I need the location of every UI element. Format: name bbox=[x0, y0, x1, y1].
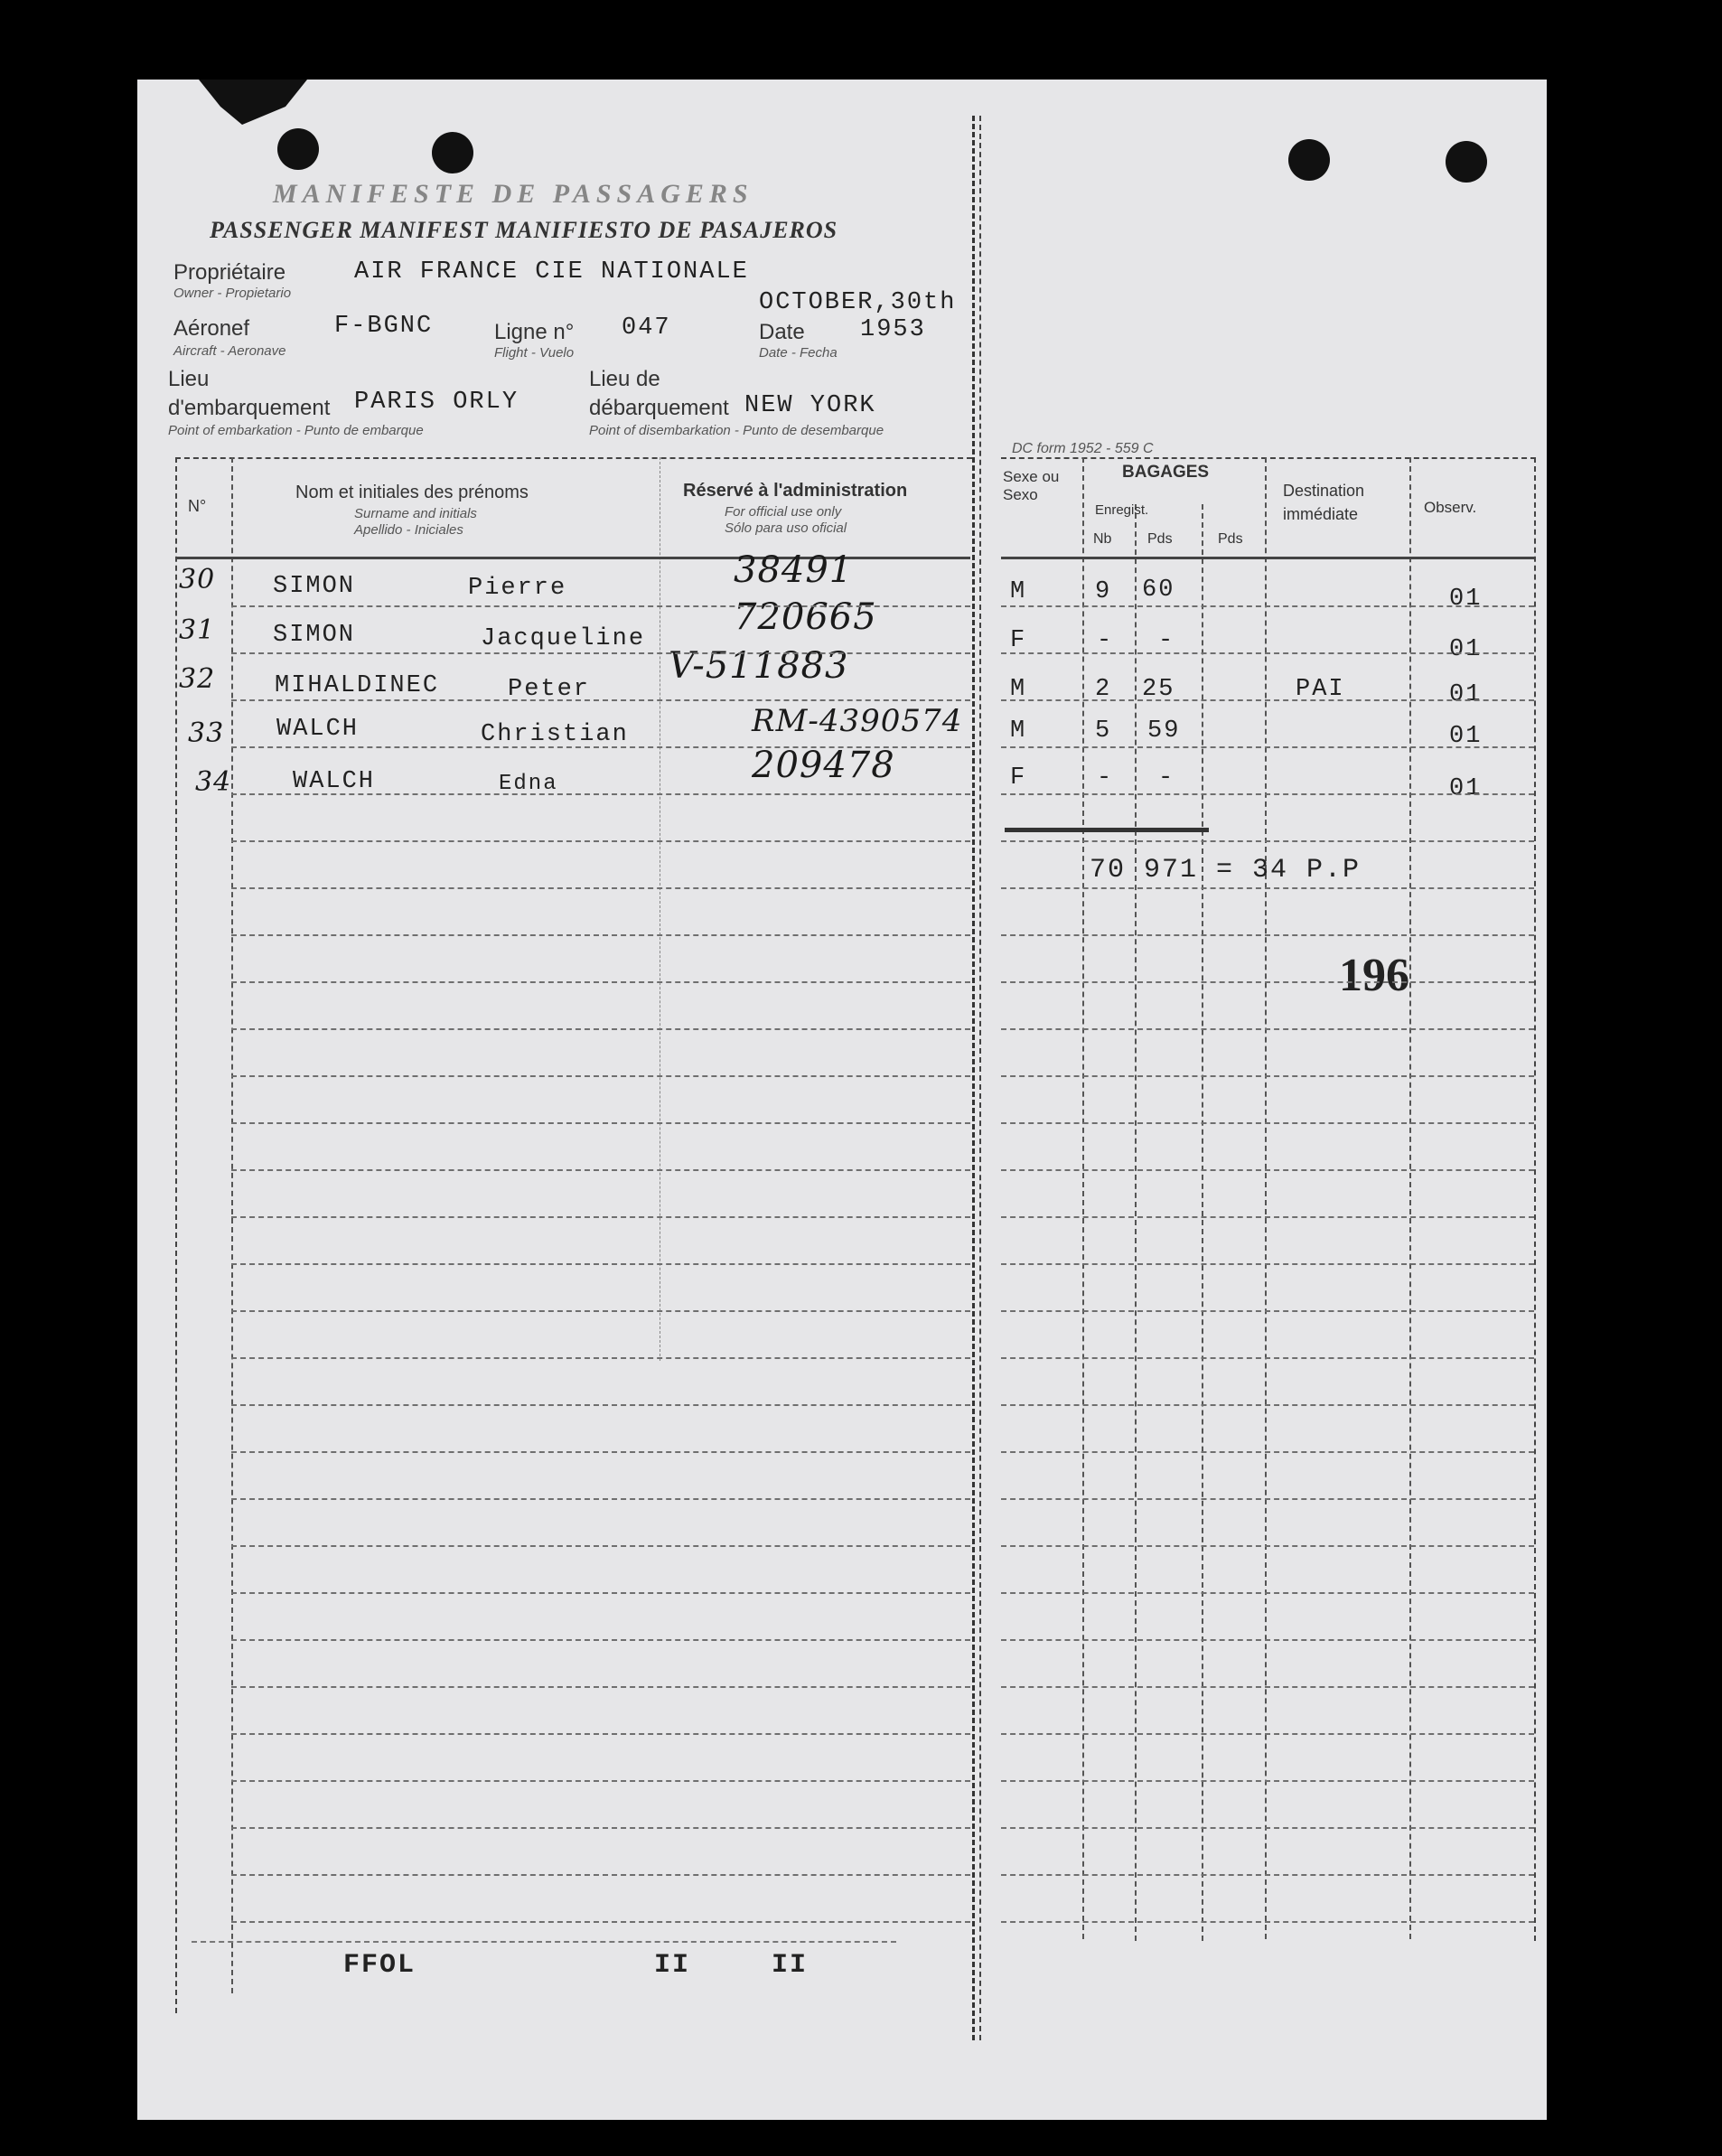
admin-note: RM-4390574 bbox=[752, 703, 963, 739]
bag-count: 5 bbox=[1095, 717, 1112, 745]
passenger-surname: WALCH bbox=[276, 716, 360, 743]
center-divider-2 bbox=[979, 116, 981, 2040]
center-divider bbox=[972, 116, 975, 2040]
owner-label: Propriétaire bbox=[173, 260, 286, 285]
embark-label-1: Lieu bbox=[168, 367, 210, 391]
bag-weight: 59 bbox=[1147, 717, 1181, 745]
destination-value: PAI bbox=[1296, 676, 1345, 703]
manifest-page bbox=[137, 80, 1547, 2120]
bag-count: - bbox=[1097, 764, 1114, 792]
right-table-frame bbox=[1001, 457, 1536, 1941]
ruled-line bbox=[1001, 746, 1534, 748]
bag-count: 9 bbox=[1095, 578, 1112, 605]
ruled-line bbox=[1001, 1169, 1534, 1171]
header-nb: Nb bbox=[1093, 531, 1112, 547]
ruled-line bbox=[1001, 1216, 1534, 1218]
page-stamp: 196 bbox=[1339, 950, 1409, 1001]
admin-note: V-511883 bbox=[669, 645, 849, 687]
punch-hole bbox=[277, 128, 319, 170]
admin-note: 720665 bbox=[734, 596, 877, 638]
passenger-first-name: Christian bbox=[481, 721, 629, 748]
embark-sub: Point of embarkation - Punto de embarque bbox=[168, 423, 424, 438]
header-destination: Destination immédiate bbox=[1283, 482, 1365, 523]
ink-smudge bbox=[199, 80, 307, 125]
ruled-line bbox=[1001, 605, 1534, 607]
bag-weight: - bbox=[1158, 627, 1175, 654]
ruled-line bbox=[231, 1216, 970, 1218]
date-sub: Date - Fecha bbox=[759, 345, 838, 361]
form-code: DC form 1952 - 559 C bbox=[1012, 441, 1154, 456]
ruled-line bbox=[1001, 1545, 1534, 1547]
row-number: 31 bbox=[179, 614, 216, 646]
disembark-label-2: débarquement bbox=[589, 396, 729, 420]
ruled-line bbox=[1001, 1921, 1534, 1923]
ruled-line bbox=[231, 934, 970, 936]
passenger-surname: WALCH bbox=[293, 768, 376, 795]
ruled-line bbox=[1001, 1827, 1534, 1829]
header-pds: Pds bbox=[1147, 531, 1173, 547]
ruled-line bbox=[231, 746, 970, 748]
ruled-line bbox=[231, 1592, 970, 1594]
ruled-line bbox=[231, 887, 970, 889]
header-observations: Observ. bbox=[1424, 499, 1477, 516]
observation-value: 01 bbox=[1449, 636, 1483, 663]
passenger-surname: SIMON bbox=[273, 622, 356, 649]
observation-value: 01 bbox=[1449, 681, 1483, 708]
bag-weight: 60 bbox=[1142, 576, 1175, 604]
ruled-line bbox=[1001, 1639, 1534, 1641]
aircraft-sub: Aircraft - Aeronave bbox=[173, 343, 286, 359]
header-admin: Réservé à l'administration bbox=[683, 481, 908, 501]
flight-label: Ligne n° bbox=[494, 320, 575, 344]
header-name-sub2: Apellido - Iniciales bbox=[354, 522, 463, 538]
ruled-line bbox=[231, 981, 970, 983]
ruled-line bbox=[1001, 1733, 1534, 1735]
sex-value: M bbox=[1010, 717, 1027, 745]
ruled-line bbox=[231, 1639, 970, 1641]
ruled-line bbox=[231, 1169, 970, 1171]
passenger-first-name: Pierre bbox=[468, 575, 567, 602]
embark-value: PARIS ORLY bbox=[354, 389, 519, 416]
ruled-line bbox=[231, 1874, 970, 1876]
ruled-line bbox=[1001, 1780, 1534, 1782]
bag-count: - bbox=[1097, 627, 1114, 654]
footer-sheet-no: II bbox=[654, 1950, 691, 1981]
ruled-line bbox=[231, 699, 970, 701]
disembark-value: NEW YORK bbox=[744, 392, 876, 419]
ruled-line bbox=[231, 1780, 970, 1782]
aircraft-value: F-BGNC bbox=[334, 313, 434, 340]
row-number: 34 bbox=[195, 766, 232, 798]
ruled-line bbox=[231, 1357, 970, 1359]
embark-label-2: d'embarquement bbox=[168, 396, 331, 420]
header-baggage: BAGAGES bbox=[1122, 463, 1210, 482]
header-no: N° bbox=[188, 497, 207, 515]
col-divider-no bbox=[231, 457, 233, 1993]
header-sex: Sexe ou Sexo bbox=[1003, 468, 1060, 503]
ruled-line bbox=[1001, 793, 1534, 795]
ruled-line bbox=[1001, 1498, 1534, 1500]
row-number: 30 bbox=[179, 564, 216, 595]
ruled-line bbox=[1001, 1451, 1534, 1453]
footer-sheet-of: II bbox=[772, 1950, 809, 1981]
header-registered: Enregist. bbox=[1095, 502, 1149, 518]
right-col-sex bbox=[1082, 457, 1084, 1939]
passenger-surname: MIHALDINEC bbox=[275, 672, 440, 699]
admin-note: 209478 bbox=[752, 745, 895, 786]
header-name-sub1: Surname and initials bbox=[354, 506, 477, 521]
ruled-line bbox=[1001, 981, 1534, 983]
right-header-bottom-line bbox=[1001, 557, 1534, 559]
observation-value: 01 bbox=[1449, 775, 1483, 802]
ruled-line bbox=[231, 1733, 970, 1735]
ruled-line bbox=[231, 1498, 970, 1500]
ruled-line bbox=[231, 840, 970, 842]
disembark-sub: Point of disembarkation - Punto de desembarque bbox=[589, 423, 884, 438]
ruled-line bbox=[1001, 1686, 1534, 1688]
total-line: 70 971 = 34 P.P bbox=[1090, 855, 1362, 886]
flight-value: 047 bbox=[622, 314, 671, 342]
ruled-line bbox=[1001, 887, 1534, 889]
right-col-pds2 bbox=[1265, 457, 1267, 1939]
ruled-line bbox=[1001, 699, 1534, 701]
passenger-first-name: Edna bbox=[499, 772, 558, 796]
sex-value: M bbox=[1010, 676, 1027, 703]
header-pds2: Pds bbox=[1218, 531, 1243, 547]
total-underline bbox=[1005, 828, 1209, 832]
punch-hole bbox=[1446, 141, 1487, 183]
ruled-line bbox=[231, 1028, 970, 1030]
ruled-line bbox=[1001, 1075, 1534, 1077]
ruled-line bbox=[1001, 934, 1534, 936]
passenger-first-name: Peter bbox=[508, 676, 591, 703]
right-col-pds bbox=[1202, 504, 1203, 1941]
observation-value: 01 bbox=[1449, 723, 1483, 750]
observation-value: 01 bbox=[1449, 586, 1483, 613]
ruled-line bbox=[231, 652, 970, 654]
bag-weight: 25 bbox=[1142, 676, 1175, 703]
bag-weight: - bbox=[1158, 764, 1175, 792]
header-admin-sub1: For official use only bbox=[725, 504, 842, 520]
ruled-line bbox=[231, 1263, 970, 1265]
ruled-line bbox=[231, 1122, 970, 1124]
ruled-line bbox=[231, 793, 970, 795]
passenger-first-name: Jacqueline bbox=[481, 625, 646, 652]
date-value-line1: OCTOBER,30th bbox=[759, 289, 957, 316]
ruled-line bbox=[231, 1075, 970, 1077]
ruled-line bbox=[231, 1921, 970, 1923]
header-name: Nom et initiales des prénoms bbox=[295, 483, 529, 502]
title-obscured: MANIFESTE DE PASSAGERS bbox=[273, 179, 753, 209]
row-number: 32 bbox=[179, 663, 216, 695]
aircraft-label: Aéronef bbox=[173, 316, 250, 341]
footer-station: FFOL bbox=[343, 1950, 416, 1981]
owner-sub: Owner - Propietario bbox=[173, 286, 292, 301]
passenger-surname: SIMON bbox=[273, 573, 356, 600]
footer-line bbox=[192, 1941, 896, 1943]
ruled-line bbox=[1001, 1122, 1534, 1124]
sex-value: F bbox=[1010, 764, 1027, 792]
ruled-line bbox=[231, 1686, 970, 1688]
right-col-dest bbox=[1409, 457, 1411, 1939]
disembark-label-1: Lieu de bbox=[589, 367, 660, 391]
ruled-line bbox=[1001, 1357, 1534, 1359]
ruled-line bbox=[1001, 1592, 1534, 1594]
owner-value: AIR FRANCE CIE NATIONALE bbox=[354, 258, 749, 286]
ruled-line bbox=[231, 1451, 970, 1453]
sex-value: F bbox=[1010, 627, 1027, 654]
right-col-nb bbox=[1135, 504, 1137, 1941]
ruled-line bbox=[1001, 1263, 1534, 1265]
ruled-line bbox=[231, 1545, 970, 1547]
manifest-title: PASSENGER MANIFEST MANIFIESTO DE PASAJEROS bbox=[210, 217, 838, 243]
ruled-line bbox=[1001, 652, 1534, 654]
ruled-line bbox=[1001, 1028, 1534, 1030]
ruled-line bbox=[1001, 1874, 1534, 1876]
admin-note: 38491 bbox=[734, 549, 854, 591]
sex-value: M bbox=[1010, 578, 1027, 605]
bag-count: 2 bbox=[1095, 676, 1112, 703]
row-number: 33 bbox=[188, 717, 225, 749]
header-admin-sub2: Sólo para uso oficial bbox=[725, 520, 847, 536]
punch-hole bbox=[1288, 139, 1330, 181]
ruled-line bbox=[231, 1827, 970, 1829]
ruled-line bbox=[1001, 840, 1534, 842]
date-value-line2: 1953 bbox=[860, 316, 926, 343]
ruled-line bbox=[1001, 1310, 1534, 1312]
ruled-line bbox=[231, 605, 970, 607]
punch-hole bbox=[432, 132, 473, 173]
date-label: Date bbox=[759, 320, 805, 344]
ruled-line bbox=[231, 1404, 970, 1406]
ruled-line bbox=[1001, 1404, 1534, 1406]
flight-sub: Flight - Vuelo bbox=[494, 345, 575, 361]
ruled-line bbox=[231, 1310, 970, 1312]
